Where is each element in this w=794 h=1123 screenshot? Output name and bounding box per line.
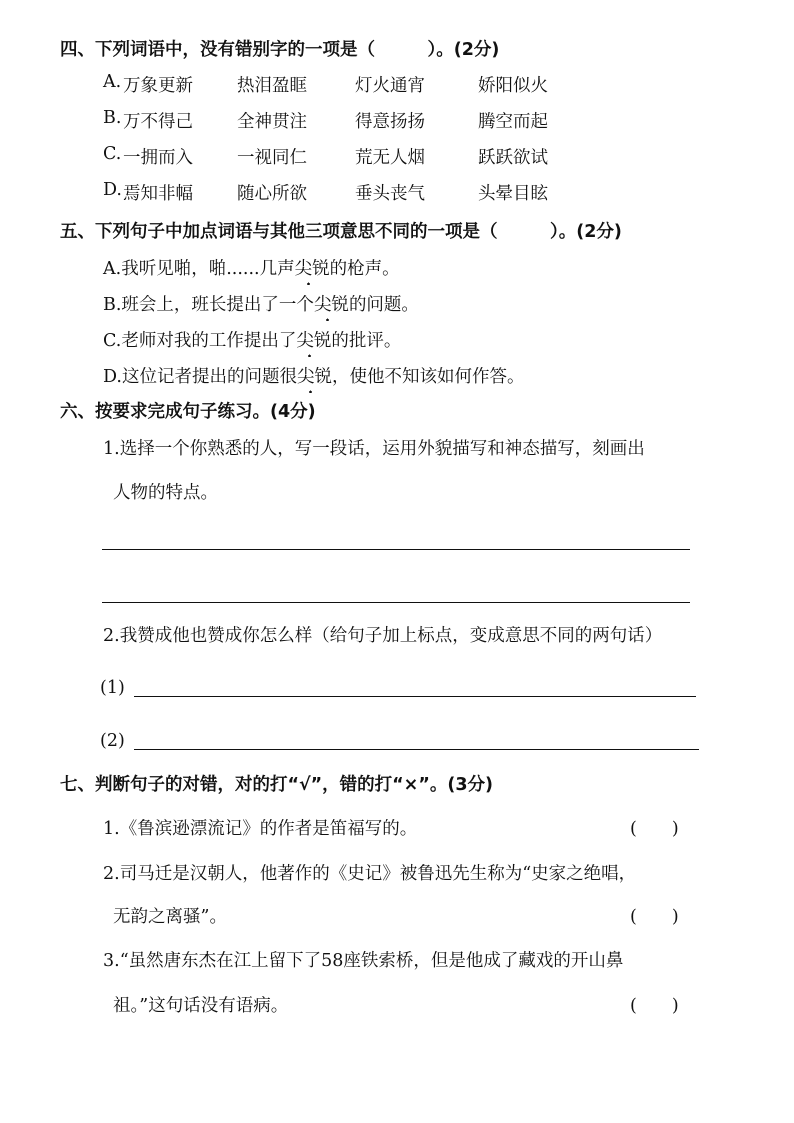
answer-line[interactable] — [134, 749, 699, 750]
q5-option-a — [103, 255, 400, 280]
option-text: D.这位记者提出的问题很 — [103, 367, 297, 387]
q7-item2-line1: 2.司马迁是汉朝人，他著作的《史记》被鲁迅先生称为“史家之绝唱， — [103, 864, 637, 884]
q4-option-d — [103, 180, 663, 204]
q6-item1-line1: 1.选择一个你熟悉的人，写一段话，运用外貌描写和神态描写，刻画出 — [103, 439, 645, 459]
word: 头晕目眩 — [478, 184, 548, 204]
q4-option-a — [103, 72, 663, 96]
option-text: C.老师对我的工作提出了 — [103, 331, 297, 351]
word: 一视同仁 — [237, 148, 307, 168]
dotted-word: 尖锐 — [294, 259, 330, 279]
option-label: D. — [103, 180, 122, 200]
word: 得意扬扬 — [355, 112, 425, 132]
answer-line[interactable] — [102, 602, 690, 603]
word: 万不得己 — [123, 112, 193, 132]
q5-option-d — [103, 363, 524, 388]
word: 荒无人烟 — [355, 148, 425, 168]
answer-paren[interactable]: ( ) — [630, 996, 679, 1016]
word: 热泪盈眶 — [237, 76, 307, 96]
word: 垂头丧气 — [355, 184, 425, 204]
q6-item1-line2: 人物的特点。 — [113, 483, 218, 503]
q7-item3-line1: 3.“虽然唐东杰在江上留下了58座铁索桥，但是他成了藏戏的开山鼻 — [103, 951, 624, 971]
option-text: ，使他不知该如何作答。 — [331, 367, 525, 387]
q4-option-b — [103, 108, 663, 132]
option-text: 的枪声。 — [329, 259, 400, 279]
word: 随心所欲 — [237, 184, 307, 204]
answer-paren[interactable]: ( ) — [630, 907, 679, 927]
dotted-word: 尖锐 — [313, 295, 349, 315]
option-text: 的批评。 — [331, 331, 402, 351]
option-label: A. — [103, 72, 122, 92]
word: 跃跃欲试 — [478, 148, 548, 168]
word: 腾空而起 — [478, 112, 548, 132]
answer-line[interactable] — [102, 549, 690, 550]
answer-line[interactable] — [134, 696, 696, 697]
option-text: 的问题。 — [348, 295, 419, 315]
q7-item2-line2: 无韵之离骚”。 — [113, 907, 227, 927]
word: 焉知非幅 — [123, 184, 193, 204]
blank-label-2: (2) — [100, 731, 125, 751]
q5-option-b — [103, 291, 419, 316]
word: 全神贯注 — [237, 112, 307, 132]
q5-option-c — [103, 327, 401, 352]
option-label: B. — [103, 108, 122, 128]
word: 灯火通宵 — [355, 76, 425, 96]
option-label: C. — [103, 144, 122, 164]
answer-paren[interactable]: ( ) — [630, 819, 679, 839]
option-text: A.我听见啪，啪......几声 — [103, 259, 295, 279]
dotted-word: 尖锐 — [296, 331, 332, 351]
q4-heading: 四、下列词语中，没有错别字的一项是（ ）。(2分) — [60, 40, 500, 60]
q7-item3-line2: 祖。”这句话没有语病。 — [113, 996, 289, 1016]
blank-label-1: (1) — [100, 678, 125, 698]
option-text: B.班会上，班长提出了一个 — [103, 295, 314, 315]
word: 娇阳似火 — [478, 76, 548, 96]
q6-item2: 2.我赞成他也赞成你怎么样（给句子加上标点，变成意思不同的两句话） — [103, 626, 663, 646]
word: 万象更新 — [123, 76, 193, 96]
word: 一拥而入 — [123, 148, 193, 168]
q7-heading: 七、判断句子的对错，对的打“√”，错的打“×”。(3分) — [60, 775, 494, 795]
q5-heading: 五、下列句子中加点词语与其他三项意思不同的一项是（ ）。(2分) — [60, 222, 622, 242]
dotted-word: 尖锐 — [296, 367, 332, 387]
q6-heading: 六、按要求完成句子练习。(4分) — [60, 402, 316, 422]
q7-item1: 1.《鲁滨逊漂流记》的作者是笛福写的。 — [103, 819, 418, 839]
q4-option-c — [103, 144, 663, 168]
